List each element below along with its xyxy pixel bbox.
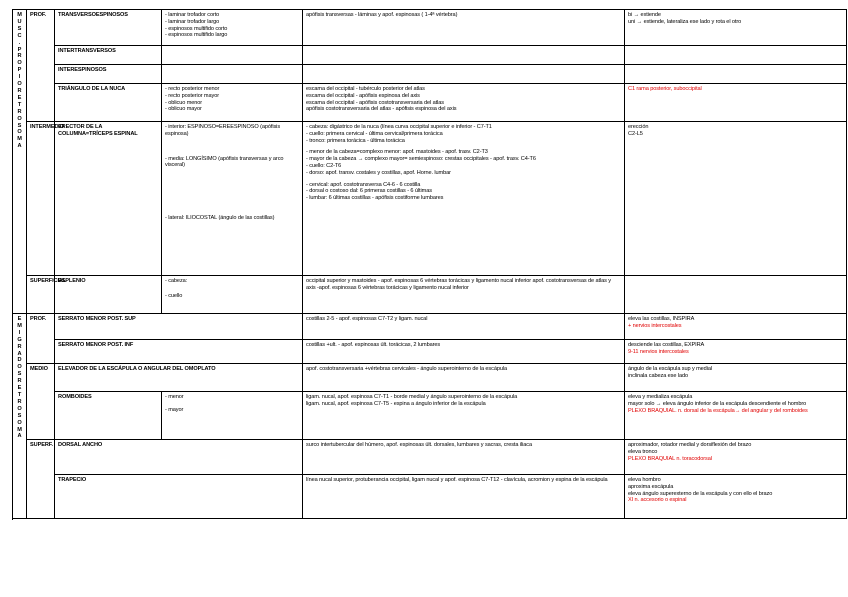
muscle-name: SERRATO MENOR POST. SUP bbox=[55, 314, 303, 340]
cell-line: eleva y medializa escápula bbox=[628, 394, 693, 400]
section-letter: R bbox=[17, 343, 22, 350]
section-letter: A bbox=[17, 143, 22, 150]
section-letter: U bbox=[17, 18, 22, 25]
cell-line: escama del occipital - apófisis costotransversaria del atlas bbox=[306, 99, 444, 106]
function-cell: desciende las costillas, EXPIRA 9-11 nervios intercostales bbox=[625, 340, 847, 364]
table-row bbox=[13, 84, 847, 122]
section-letter: M bbox=[17, 322, 22, 329]
section-letter: R bbox=[17, 53, 22, 60]
layer-label: PROF. bbox=[27, 314, 55, 364]
insertion-cell: apófisis transversas - láminas y apof. espinosas ( 1-4ª vértebra) bbox=[303, 10, 625, 46]
section-letter: S bbox=[17, 25, 22, 32]
insertion-cell: línea nucal superior, protuberancia occipital, ligam nucal y apof. espinosa C7-T12 - clavícula, acromion y espina de la escápula bbox=[303, 475, 625, 519]
insertion-cell bbox=[303, 84, 625, 122]
cell-line: - dorso: apof. transv. costales y costillas, apof. Horne. lumbar bbox=[306, 169, 451, 176]
table-row bbox=[13, 392, 847, 440]
submuscle-list bbox=[162, 84, 303, 122]
section-letter: M bbox=[17, 12, 22, 18]
section-letter: S bbox=[17, 122, 22, 129]
cell-line: - dorsal o costoso dal: 6 primeras costillas - 6 últimas bbox=[306, 188, 432, 195]
insertion-cell bbox=[303, 392, 625, 440]
section-letter: G bbox=[17, 336, 22, 343]
cell-line: C2-L5 bbox=[628, 130, 643, 137]
submuscle-list bbox=[162, 10, 303, 46]
section-letter: O bbox=[17, 115, 22, 122]
section-letter: E bbox=[17, 316, 22, 322]
section-letter: O bbox=[17, 364, 22, 371]
section-label-bottom bbox=[13, 314, 27, 519]
function-cell: eleva y medializa escápula mayor solo → eleva ángulo inferior de la escápula descendiente el hombro PLEXO BRAQUIAL. n. dorsal de la escápula→ del angular y del romboides bbox=[625, 392, 847, 440]
section-letter: A bbox=[17, 433, 22, 440]
cell-line: inclinala cabeza ese lado bbox=[628, 372, 689, 379]
section-letter: C bbox=[17, 32, 22, 39]
section-letter: I bbox=[18, 329, 21, 336]
layer-label: SUPERFICIAL bbox=[27, 276, 55, 314]
section-letter: O bbox=[17, 129, 22, 136]
submuscle-list: - menor - mayor bbox=[162, 392, 303, 440]
cell-line: - laminar trofador corto bbox=[165, 12, 220, 18]
cell-line: escama del occipital - tubérculo posterior del atlas bbox=[306, 86, 425, 92]
cell-line: eleva hombro bbox=[628, 477, 661, 483]
table-row bbox=[13, 364, 847, 392]
section-letter: R bbox=[17, 378, 22, 385]
cell-line: ligam. nucal, apof. espinosa C7-T5 - espina a ángulo inferior de la escápula bbox=[306, 400, 486, 407]
table-row bbox=[13, 475, 847, 519]
section-letter: P bbox=[17, 67, 22, 74]
cell-line: - oblicuo menor bbox=[165, 99, 203, 106]
insertion-cell: occipital superior y mastoides - apof. espinosas 6 vértebras torácicas y ligamento nucal inferior apof. costotransversas de atlas y axis -apof. espinosas 6 vértebras torácicas y ligamento nucal inferior bbox=[303, 276, 625, 314]
cell-line: escama del occipital - apófisis espinosa del axis bbox=[306, 92, 420, 99]
cell-line: aproximador, rotador medial y dorsiflexión del brazo bbox=[628, 442, 752, 448]
cell-line: - laminar trofador largo bbox=[165, 18, 220, 25]
table-row bbox=[13, 122, 847, 276]
cell-line: - cuello: C2-T6 bbox=[306, 162, 342, 169]
muscle-name: ESPLENIO bbox=[55, 276, 162, 314]
cell-line: ángulo de la escápula sup y medial bbox=[628, 366, 712, 372]
section-letter: O bbox=[17, 81, 22, 88]
muscle-name: TRAPECIO bbox=[55, 475, 303, 519]
cell-line: - espinosos multifido corto bbox=[165, 25, 228, 32]
muscle-name: ERECTOR DE LA COLUMNA=TRÍCEPS ESPINAL bbox=[55, 122, 162, 276]
cell-line: eleva tronco bbox=[628, 448, 658, 455]
section-letter: R bbox=[17, 398, 22, 405]
cell-line: uni → extiende, lateraliza ese lado y rota el otro bbox=[628, 18, 742, 25]
muscle-table bbox=[12, 9, 847, 519]
cell-line: - recto posterior menor bbox=[165, 86, 220, 92]
section-letter: R bbox=[17, 108, 22, 115]
function-cell: eleva las costillas, INSPIRA + nervios intercostales bbox=[625, 314, 847, 340]
muscle-name: TRANSVERSOESPINOSOS bbox=[55, 10, 162, 46]
insertion-cell: costillas 2-5 - apof. espinosas C7-T2 y ligam. nucal bbox=[303, 314, 625, 340]
function-cell bbox=[625, 122, 847, 276]
section-letter: R bbox=[17, 87, 22, 94]
table-row bbox=[13, 65, 847, 84]
section-letter: P bbox=[17, 46, 22, 53]
muscle-name: INTERESPINOSOS bbox=[55, 65, 162, 84]
cell-line: aproxima escápula bbox=[628, 483, 674, 490]
innervation-cell: C1 rama posterior, suboccipital bbox=[625, 84, 847, 122]
table-row bbox=[13, 440, 847, 475]
table-row bbox=[13, 10, 847, 46]
muscle-name: INTERTRANSVERSOS bbox=[55, 46, 162, 65]
layer-label: INTERMEDIO bbox=[27, 122, 55, 276]
cell-line: ligam. nucal, apof. espinosa C7-T1 - borde medial y ángulo superointerno de la escápula bbox=[306, 394, 518, 400]
submuscle-list: - interior: ESPINOSO=EREESPINOSO (apófisis espinosa) - media: LONGÍSIMO (apófisis transversas y arco visceral) - lateral: ILIOCOSTAL (ángulo de las costillas) bbox=[162, 122, 303, 276]
section-letter: O bbox=[17, 419, 22, 426]
section-letter: I bbox=[18, 74, 21, 81]
muscle-name: TRIÁNGULO DE LA NUCA bbox=[55, 84, 162, 122]
insertion-cell bbox=[303, 122, 625, 276]
layer-label: MEDIO bbox=[27, 364, 55, 440]
cell-line: - tronco: primera torácica - última torácica bbox=[306, 137, 405, 144]
section-letter: E bbox=[17, 94, 22, 101]
function-cell: aproximador, rotador medial y dorsiflexión del brazo eleva tronco PLEXO BRAQUIAL n. toracodorsal bbox=[625, 440, 847, 475]
section-letter: M bbox=[17, 426, 22, 433]
cell-line: - cervical: apof. costotransversa C4-6 - 6 costilla bbox=[306, 181, 421, 188]
cell-line: bi → extiende bbox=[628, 12, 661, 18]
table-row bbox=[13, 314, 847, 340]
section-letter: T bbox=[17, 101, 22, 108]
cell-line: - cuello: primera cervical - última cervical/primera torácica bbox=[306, 130, 443, 137]
cell-line: - cabeza: digástrico de la nuca (línea curva occipital superior e inferior - C7-T1 bbox=[306, 124, 492, 130]
section-letter: T bbox=[17, 391, 22, 398]
submuscle-list: - cabeza: - cuello bbox=[162, 276, 303, 314]
layer-label: SUPERF. bbox=[27, 440, 55, 519]
muscle-name: ROMBOIDES bbox=[55, 392, 162, 440]
section-letter: M bbox=[17, 136, 22, 143]
cell-line: eleva ángulo superexterno de la escápula y con ello el brazo bbox=[628, 490, 773, 497]
function-cell: eleva hombro aproxima escápula eleva ángulo superexterno de la escápula y con ello el brazo XI n. accesorio o espinal bbox=[625, 475, 847, 519]
section-letter: O bbox=[17, 60, 22, 67]
muscle-name: SERRATO MENOR POST. INF bbox=[55, 340, 303, 364]
cell-line: - espinosos multifido largo bbox=[165, 32, 228, 39]
cell-line: - oblicuo mayor bbox=[165, 106, 202, 113]
muscle-name: ELEVADOR DE LA ESCÁPULA O ANGULAR DEL OMOPLATO bbox=[55, 364, 303, 392]
cell-line: - menor de la cabeza=complexo menor: apof. mastoides - apof. trasv. C2-T3 bbox=[306, 149, 488, 156]
section-letter: A bbox=[17, 350, 22, 357]
function-cell bbox=[625, 10, 847, 46]
section-letter: E bbox=[17, 385, 22, 392]
table-row bbox=[13, 46, 847, 65]
section-letter: . bbox=[18, 39, 21, 46]
section-letter: S bbox=[17, 412, 22, 419]
cell-line: erección bbox=[628, 124, 649, 130]
section-label-top bbox=[13, 10, 27, 314]
cell-line: apófisis costotransversaria del atlas - apófisis espinosa del axis bbox=[306, 106, 457, 113]
function-cell bbox=[625, 364, 847, 392]
insertion-cell: apof. costotransversaria +vértebras cervicales - ángulo superointerno de la escápula bbox=[303, 364, 625, 392]
section-letter: D bbox=[17, 357, 22, 364]
cell-line: - mayor de la cabeza → complexo mayor= semiespinoso: crestas occipitales - apof. trasv. C4-T6 bbox=[306, 156, 536, 163]
layer-label: PROF. bbox=[27, 10, 55, 122]
cell-line: - recto posterior mayor bbox=[165, 92, 219, 99]
muscle-name: DORSAL ANCHO bbox=[55, 440, 303, 475]
insertion-cell: surco intertubercular del húmero, apof. espinosas últ. dorsales, lumbares y sacras, cresta iliaca bbox=[303, 440, 625, 475]
section-letter: S bbox=[17, 371, 22, 378]
cell-line: - lumbar: 6 últimas costillas - apófisis costiforme lumbares bbox=[306, 195, 444, 202]
table-row bbox=[13, 276, 847, 314]
section-letter: O bbox=[17, 405, 22, 412]
cell-line: mayor solo → eleva ángulo inferior de la escápula descendiente el hombro bbox=[628, 400, 807, 407]
table-row bbox=[13, 340, 847, 364]
insertion-cell: costillas +ult. - apof. espinosas últ. torácicas, 2 lumbares bbox=[303, 340, 625, 364]
